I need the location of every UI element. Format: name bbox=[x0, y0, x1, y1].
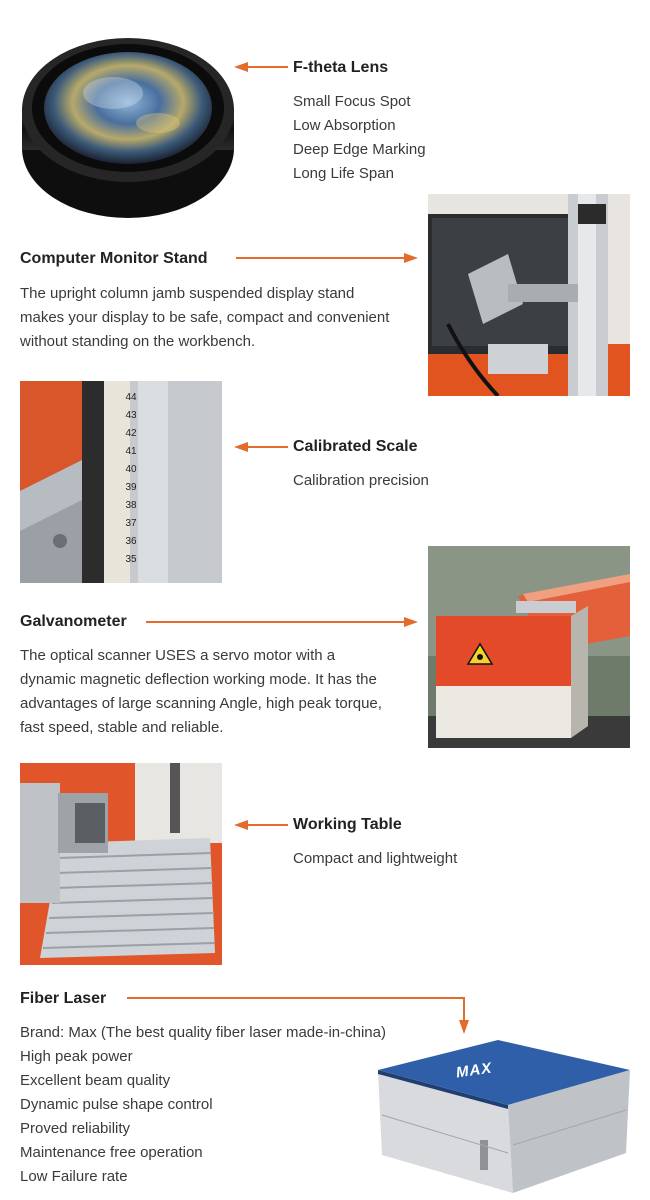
fiber-laser-feature: Brand: Max (The best quality fiber laser made-in-china) bbox=[20, 1024, 386, 1041]
ruler-number: 43 bbox=[125, 410, 137, 421]
max-logo: MAX bbox=[454, 1059, 494, 1082]
fiber-laser-image bbox=[368, 1035, 632, 1195]
monitor-stand-image bbox=[428, 194, 630, 396]
ruler-number: 40 bbox=[125, 464, 137, 475]
galvanometer-image bbox=[428, 546, 630, 748]
fiber-laser-feature-list bbox=[20, 1021, 386, 1189]
monitor-stand-title: Computer Monitor Stand bbox=[20, 250, 208, 267]
monitor-stand-description: The upright column jamb suspended display stand makes your display to be safe, compact and convenient without standing on the workbench. bbox=[20, 285, 390, 350]
ruler-number: 41 bbox=[125, 446, 137, 457]
calibrated-scale-title: Calibrated Scale bbox=[293, 438, 418, 455]
galvanometer-title: Galvanometer bbox=[20, 613, 127, 630]
working-table-description: Compact and lightweight bbox=[293, 850, 458, 867]
ftheta-feature: Deep Edge Marking bbox=[293, 141, 426, 158]
calibrated-scale-description: Calibration precision bbox=[293, 472, 429, 489]
ruler-number: 38 bbox=[125, 500, 137, 511]
ftheta-title: F-theta Lens bbox=[293, 59, 389, 76]
fiber-laser-feature: High peak power bbox=[20, 1048, 133, 1065]
ruler-number: 42 bbox=[125, 428, 137, 439]
ftheta-feature: Long Life Span bbox=[293, 165, 394, 182]
fiber-laser-feature: Maintenance free operation bbox=[20, 1144, 203, 1161]
ruler-number: 44 bbox=[125, 392, 137, 403]
working-table-image bbox=[20, 763, 222, 965]
fiber-laser-title: Fiber Laser bbox=[20, 990, 107, 1007]
ftheta-feature: Low Absorption bbox=[293, 117, 396, 134]
ftheta-lens-image bbox=[18, 18, 238, 223]
calibrated-scale-image bbox=[20, 381, 222, 583]
ruler-number: 35 bbox=[125, 554, 137, 565]
ruler-number: 39 bbox=[125, 482, 137, 493]
ftheta-feature-list bbox=[293, 90, 426, 186]
fiber-laser-feature: Dynamic pulse shape control bbox=[20, 1096, 213, 1113]
ruler-number: 36 bbox=[125, 536, 137, 547]
ftheta-feature: Small Focus Spot bbox=[293, 93, 411, 110]
fiber-laser-feature: Excellent beam quality bbox=[20, 1072, 171, 1089]
working-table-title: Working Table bbox=[293, 816, 402, 833]
fiber-laser-feature: Proved reliability bbox=[20, 1120, 131, 1137]
ruler-numbers bbox=[120, 389, 142, 569]
ruler-number: 37 bbox=[125, 518, 137, 529]
galvanometer-description: The optical scanner USES a servo motor with a dynamic magnetic deflection working mode. It has the advantages of large scanning Angle, high peak torque, fast speed, stable and reliable. bbox=[20, 647, 382, 736]
fiber-laser-feature: Low Failure rate bbox=[20, 1168, 128, 1185]
